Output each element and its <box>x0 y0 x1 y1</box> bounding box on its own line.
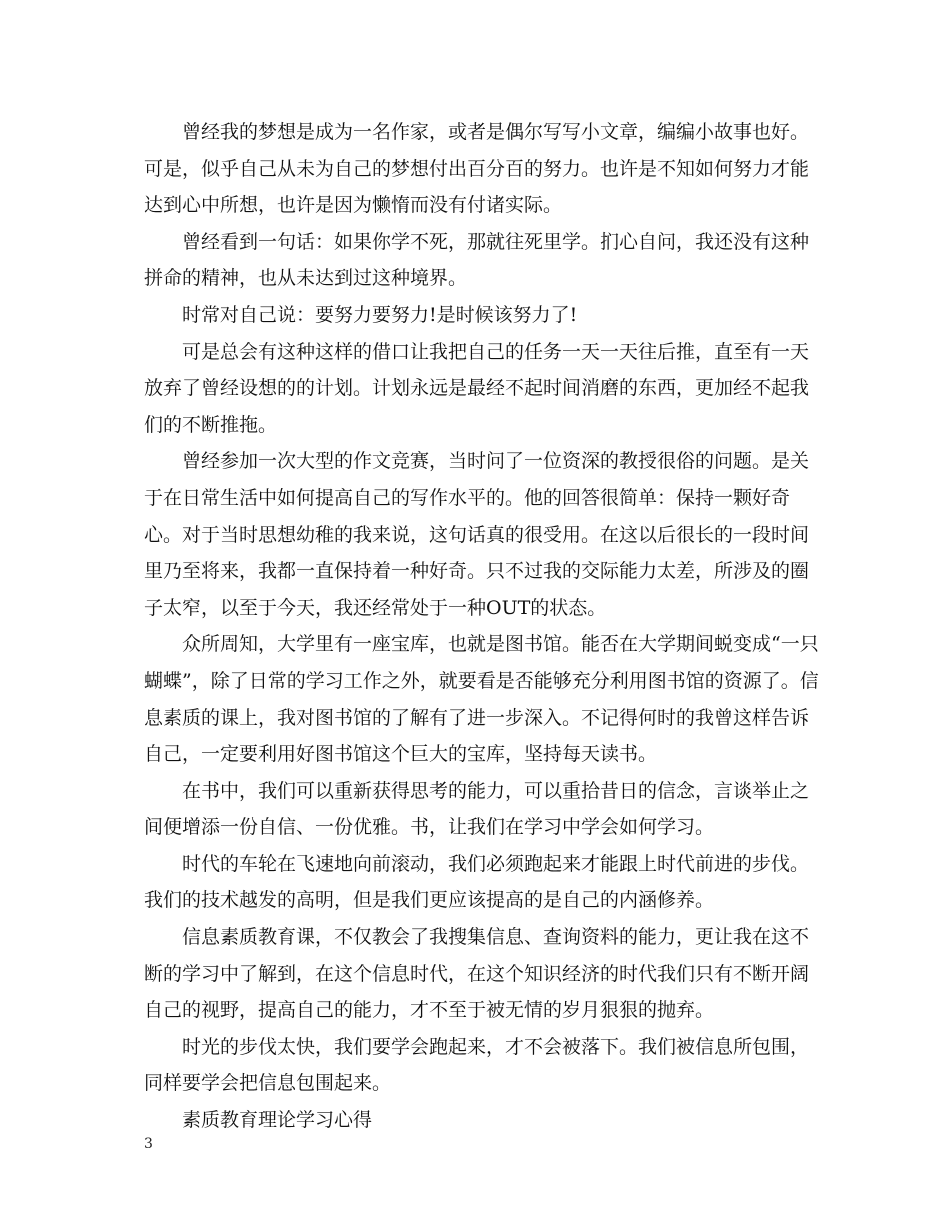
paragraph: 时光的步伐太快，我们要学会跑起来，才不会被落下。我们被信息所包围，同样要学会把信息包围起来。 <box>144 1035 810 1095</box>
body-text <box>144 114 824 1139</box>
paragraph: 众所周知，大学里有一座宝库，也就是图书馆。能否在大学期间蜕变成“一只蝴蝶”，除了日常的学习工作之外，就要看是否能够充分利用图书馆的资源了。信息素质的课上，我对图书馆的了解有了进一步深入。不记得何时的我曾这样告诉自己，一定要利用好图书馆这个巨大的宝库，坚持每天读书。 <box>144 633 819 766</box>
paragraph: 曾经我的梦想是成为一名作家，或者是偶尔写写小文章，编编小故事也好。可是，似乎自己从未为自己的梦想付出百分百的努力。也许是不知如何努力才能达到心中所想，也许是因为懒惰而没有付诸实际。 <box>144 121 810 217</box>
paragraph: 曾经看到一句话：如果你学不死，那就往死里学。扪心自问，我还没有这种拼命的精神，也从未达到过这种境界。 <box>144 230 810 290</box>
paragraph: 时常对自己说：要努力要努力!是时候该努力了! <box>182 303 578 326</box>
page-number: 3 <box>144 1136 153 1152</box>
paragraph: 曾经参加一次大型的作文竞赛，当时问了一位资深的教授很俗的问题。是关于在日常生活中如何提高自己的写作水平的。他的回答很简单：保持一颗好奇心。对于当时思想幼稚的我来说，这句话真的很受用。在这以后很长的一段时间里乃至将来，我都一直保持着一种好奇。只不过我的交际能力太差，所涉及的圈子太窄，以至于今天，我还经常处于一种OUT的状态。 <box>144 450 810 619</box>
paragraph: 素质教育理论学习心得 <box>182 1109 373 1132</box>
paragraph: 时代的车轮在飞速地向前滚动，我们必须跑起来才能跟上时代前进的步伐。我们的技术越发的高明，但是我们更应该提高的是自己的内涵修养。 <box>144 852 810 912</box>
paragraph: 信息素质教育课，不仅教会了我搜集信息、查询资料的能力，更让我在这不断的学习中了解到，在这个信息时代，在这个知识经济的时代我们只有不断开阔自己的视野，提高自己的能力，才不至于被无情的岁月狠狠的抛弃。 <box>144 926 810 1022</box>
paragraph: 可是总会有这种这样的借口让我把自己的任务一天一天往后推，直至有一天放弃了曾经设想的的计划。计划永远是最经不起时间消磨的东西，更加经不起我们的不断推拖。 <box>144 340 810 436</box>
paragraph: 在书中，我们可以重新获得思考的能力，可以重拾昔日的信念，言谈举止之间便增添一份自信、一份优雅。书，让我们在学习中学会如何学习。 <box>144 779 810 839</box>
